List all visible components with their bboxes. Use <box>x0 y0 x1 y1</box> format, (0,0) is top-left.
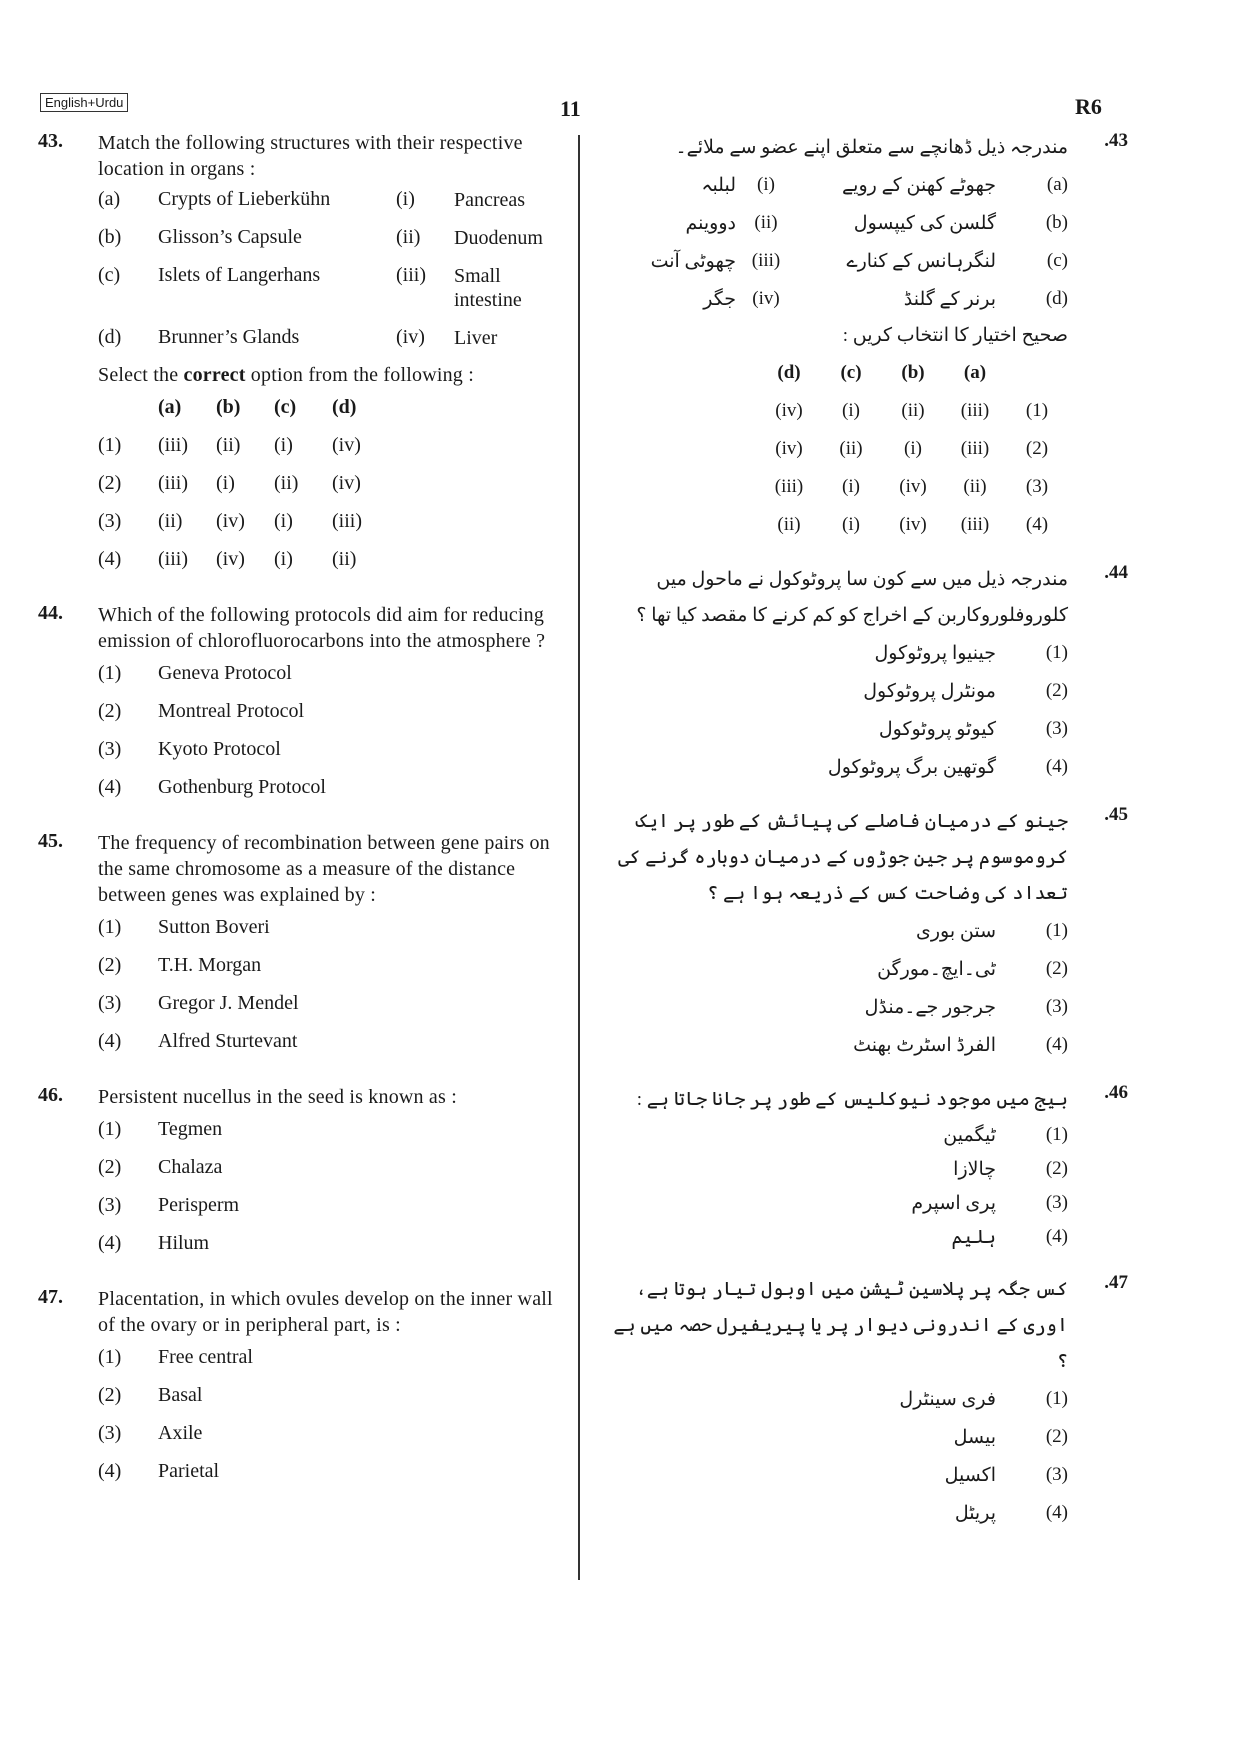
question-number: 46. <box>38 1084 63 1106</box>
question-text: مندرجہ ذیل میں سے کون سا پروٹوکول نے ماحول میں کلوروفلوروکاربن کے اخراج کو کم کرنے کا مقصد کیا تھا ؟ <box>636 569 1068 626</box>
option-1[interactable]: (1) جینیوا پروٹوکول <box>874 642 1068 664</box>
match-table <box>98 182 568 358</box>
option-4[interactable]: (4) الفرڈ اسٹرٹ بھنٹ <box>853 1034 1068 1056</box>
answer-grid <box>598 354 1068 544</box>
urdu-question-46 <box>598 1082 1128 1254</box>
option-1[interactable]: (1) Sutton Boveri <box>98 915 270 938</box>
row-label: (b) <box>98 226 122 248</box>
column-divider <box>578 135 580 1580</box>
answer-option-2[interactable]: (2) (iii) (i) (ii) (iv) <box>98 471 361 494</box>
question-text: The frequency of recombination between gene pairs on the same chromosome as a measure of the distance between genes was explained by : <box>98 832 550 906</box>
option-3[interactable]: (3) Axile <box>98 1421 203 1444</box>
question-number: .44 <box>1104 562 1128 583</box>
option-2[interactable]: (2) مونٹرل پروٹوکول <box>863 680 1068 702</box>
question-text: کس جگہ پر پلاسین ٹیشن میں اوبول تیار ہوتا ہے، اوری کے اندرونی دیوار پر یا پیریفیرل حصہ میں ہے ؟ <box>613 1279 1068 1372</box>
booklet-code: R6 <box>1075 94 1102 119</box>
question-43 <box>38 130 568 578</box>
option-2[interactable]: (2) ٹی۔ایچ۔مورگن <box>877 958 1068 980</box>
answer-option-2[interactable]: (iv) (ii) (i) (iii) (2) <box>775 438 1049 459</box>
select-instruction: صحیح اختیار کا انتخاب کریں : <box>842 325 1068 346</box>
answer-option-1[interactable]: (iv) (i) (ii) (iii) (1) <box>775 400 1049 421</box>
option-4[interactable]: (4) Alfred Sturtevant <box>98 1029 298 1052</box>
question-text: Placentation, in which ovules develop on the inner wall of the ovary or in peripheral part, is : <box>98 1288 553 1336</box>
match-row <box>98 320 568 358</box>
question-number: .45 <box>1104 804 1128 825</box>
structure: Glisson’s Capsule <box>158 226 302 248</box>
option-4[interactable]: (4) پریٹل <box>954 1502 1068 1524</box>
roman-label: (ii) <box>396 226 421 248</box>
option-1[interactable]: (1) فری سینٹرل <box>899 1388 1068 1410</box>
roman-label: (i) <box>396 188 415 210</box>
answer-grid <box>38 388 568 578</box>
option-4[interactable]: (4) Gothenburg Protocol <box>98 775 326 798</box>
question-text: Which of the following protocols did aim for reducing emission of chlorofluorocarbons into the atmosphere ? <box>98 604 546 652</box>
option-2[interactable]: (2) Basal <box>98 1383 203 1406</box>
roman-label: (iii) <box>396 264 426 286</box>
match-row: (d) برنر کے گلنڈ (iv) جگر <box>703 288 1068 310</box>
row-label: (a) <box>98 188 121 210</box>
structure: Islets of Langerhans <box>158 264 321 286</box>
question-number: 44. <box>38 602 63 624</box>
question-45 <box>38 830 568 1060</box>
option-1[interactable]: (1) Free central <box>98 1345 253 1368</box>
option-3[interactable]: (3) Perisperm <box>98 1193 240 1216</box>
option-1[interactable]: (1) ٹیگمین <box>943 1124 1068 1146</box>
question-number: .43 <box>1104 130 1128 151</box>
option-4[interactable]: (4) Parietal <box>98 1459 220 1482</box>
urdu-question-45 <box>598 804 1128 1064</box>
option-2[interactable]: (2) Chalaza <box>98 1155 223 1178</box>
option-3[interactable]: (3) پری اسپرم <box>911 1192 1068 1214</box>
option-2[interactable]: (2) بیسل <box>953 1426 1068 1448</box>
urdu-question-44 <box>598 562 1128 786</box>
question-text: Persistent nucellus in the seed is known as : <box>98 1086 457 1108</box>
match-row: (c) لنگرہانس کے کنارے (iii) چھوٹی آنت <box>650 250 1068 272</box>
question-46 <box>38 1084 568 1262</box>
question-text: بیج میں موجود نیوکلیس کے طور پر جانا جاتا ہے : <box>636 1089 1068 1110</box>
question-number: .47 <box>1104 1272 1128 1293</box>
option-1[interactable]: (1) ستن بوری <box>915 920 1068 942</box>
question-text: جینو کے درمیان فاصلے کی پیائش کے طور پر ایک کروموسوم پر جین جوڑوں کے درمیان دوبارہ گرنے کی تعداد کی وضاحت کس کے ذریعہ ہوا ہے ؟ <box>618 811 1068 904</box>
match-row: (a) جھوٹے کھنن کے رویے (i) لبلبہ <box>701 174 1068 196</box>
question-number: 47. <box>38 1286 63 1308</box>
match-row <box>98 182 568 220</box>
answer-option-1[interactable]: (1) (iii) (ii) (i) (iv) <box>98 433 361 456</box>
answer-option-3[interactable]: (3) (ii) (iv) (i) (iii) <box>98 509 362 532</box>
match-row: (b) گلسن کی کیپسول (ii) دووینم <box>685 212 1068 234</box>
urdu-question-47 <box>598 1272 1128 1532</box>
option-2[interactable]: (2) چالازا <box>953 1158 1068 1180</box>
roman-label: (iv) <box>396 326 425 348</box>
urdu-question-43 <box>598 130 1128 544</box>
language-label: English+Urdu <box>40 93 128 112</box>
match-row <box>98 258 568 320</box>
question-number: 45. <box>38 830 63 852</box>
question-47 <box>38 1286 568 1490</box>
question-number: 43. <box>38 130 63 152</box>
option-4[interactable]: (4) Hilum <box>98 1231 210 1254</box>
option-3[interactable]: (3) Kyoto Protocol <box>98 737 281 760</box>
organ: Small intestine <box>454 265 522 311</box>
option-2[interactable]: (2) Montreal Protocol <box>98 699 305 722</box>
organ: Duodenum <box>454 227 543 249</box>
option-1[interactable]: (1) Tegmen <box>98 1117 223 1140</box>
option-4[interactable]: (4) گوتھین برگ پروٹوکول <box>827 756 1068 778</box>
answer-option-4[interactable]: (4) (iii) (iv) (i) (ii) <box>98 547 357 570</box>
question-text: Match the following structures with their respective location in organs : <box>98 132 523 180</box>
option-3[interactable]: (3) جرجور جے۔منڈل <box>864 996 1068 1018</box>
option-3[interactable]: (3) کیوٹو پروٹوکول <box>878 718 1068 740</box>
option-1[interactable]: (1) Geneva Protocol <box>98 661 292 684</box>
answer-option-4[interactable]: (ii) (i) (iv) (iii) (4) <box>777 514 1049 535</box>
structure: Crypts of Lieberkühn <box>158 188 331 210</box>
question-number: .46 <box>1104 1082 1128 1103</box>
row-label: (c) <box>98 264 121 286</box>
structure: Brunner’s Glands <box>158 326 300 348</box>
option-2[interactable]: (2) T.H. Morgan <box>98 953 262 976</box>
question-text: مندرجہ ذیل ڈھانچے سے متعلق اپنے عضو سے ملائے۔ <box>675 137 1068 158</box>
option-3[interactable]: (3) Gregor J. Mendel <box>98 991 299 1014</box>
match-row <box>98 220 568 258</box>
select-instruction: Select the correct option from the following : <box>98 364 474 386</box>
organ: Pancreas <box>454 189 526 211</box>
organ: Liver <box>454 327 498 349</box>
answer-option-3[interactable]: (iii) (i) (iv) (ii) (3) <box>774 476 1049 497</box>
grid-header: (d) (c) (b) (a) <box>777 362 987 383</box>
grid-header: (a) (b) (c) (d) <box>158 395 357 418</box>
page-number: 11 <box>560 96 581 121</box>
english-column <box>38 130 568 1514</box>
row-label: (d) <box>98 326 122 348</box>
option-3[interactable]: (3) اکسیل <box>944 1464 1068 1486</box>
question-44 <box>38 602 568 806</box>
urdu-column <box>598 130 1128 1550</box>
option-4[interactable]: (4) ہلیم <box>951 1226 1068 1248</box>
